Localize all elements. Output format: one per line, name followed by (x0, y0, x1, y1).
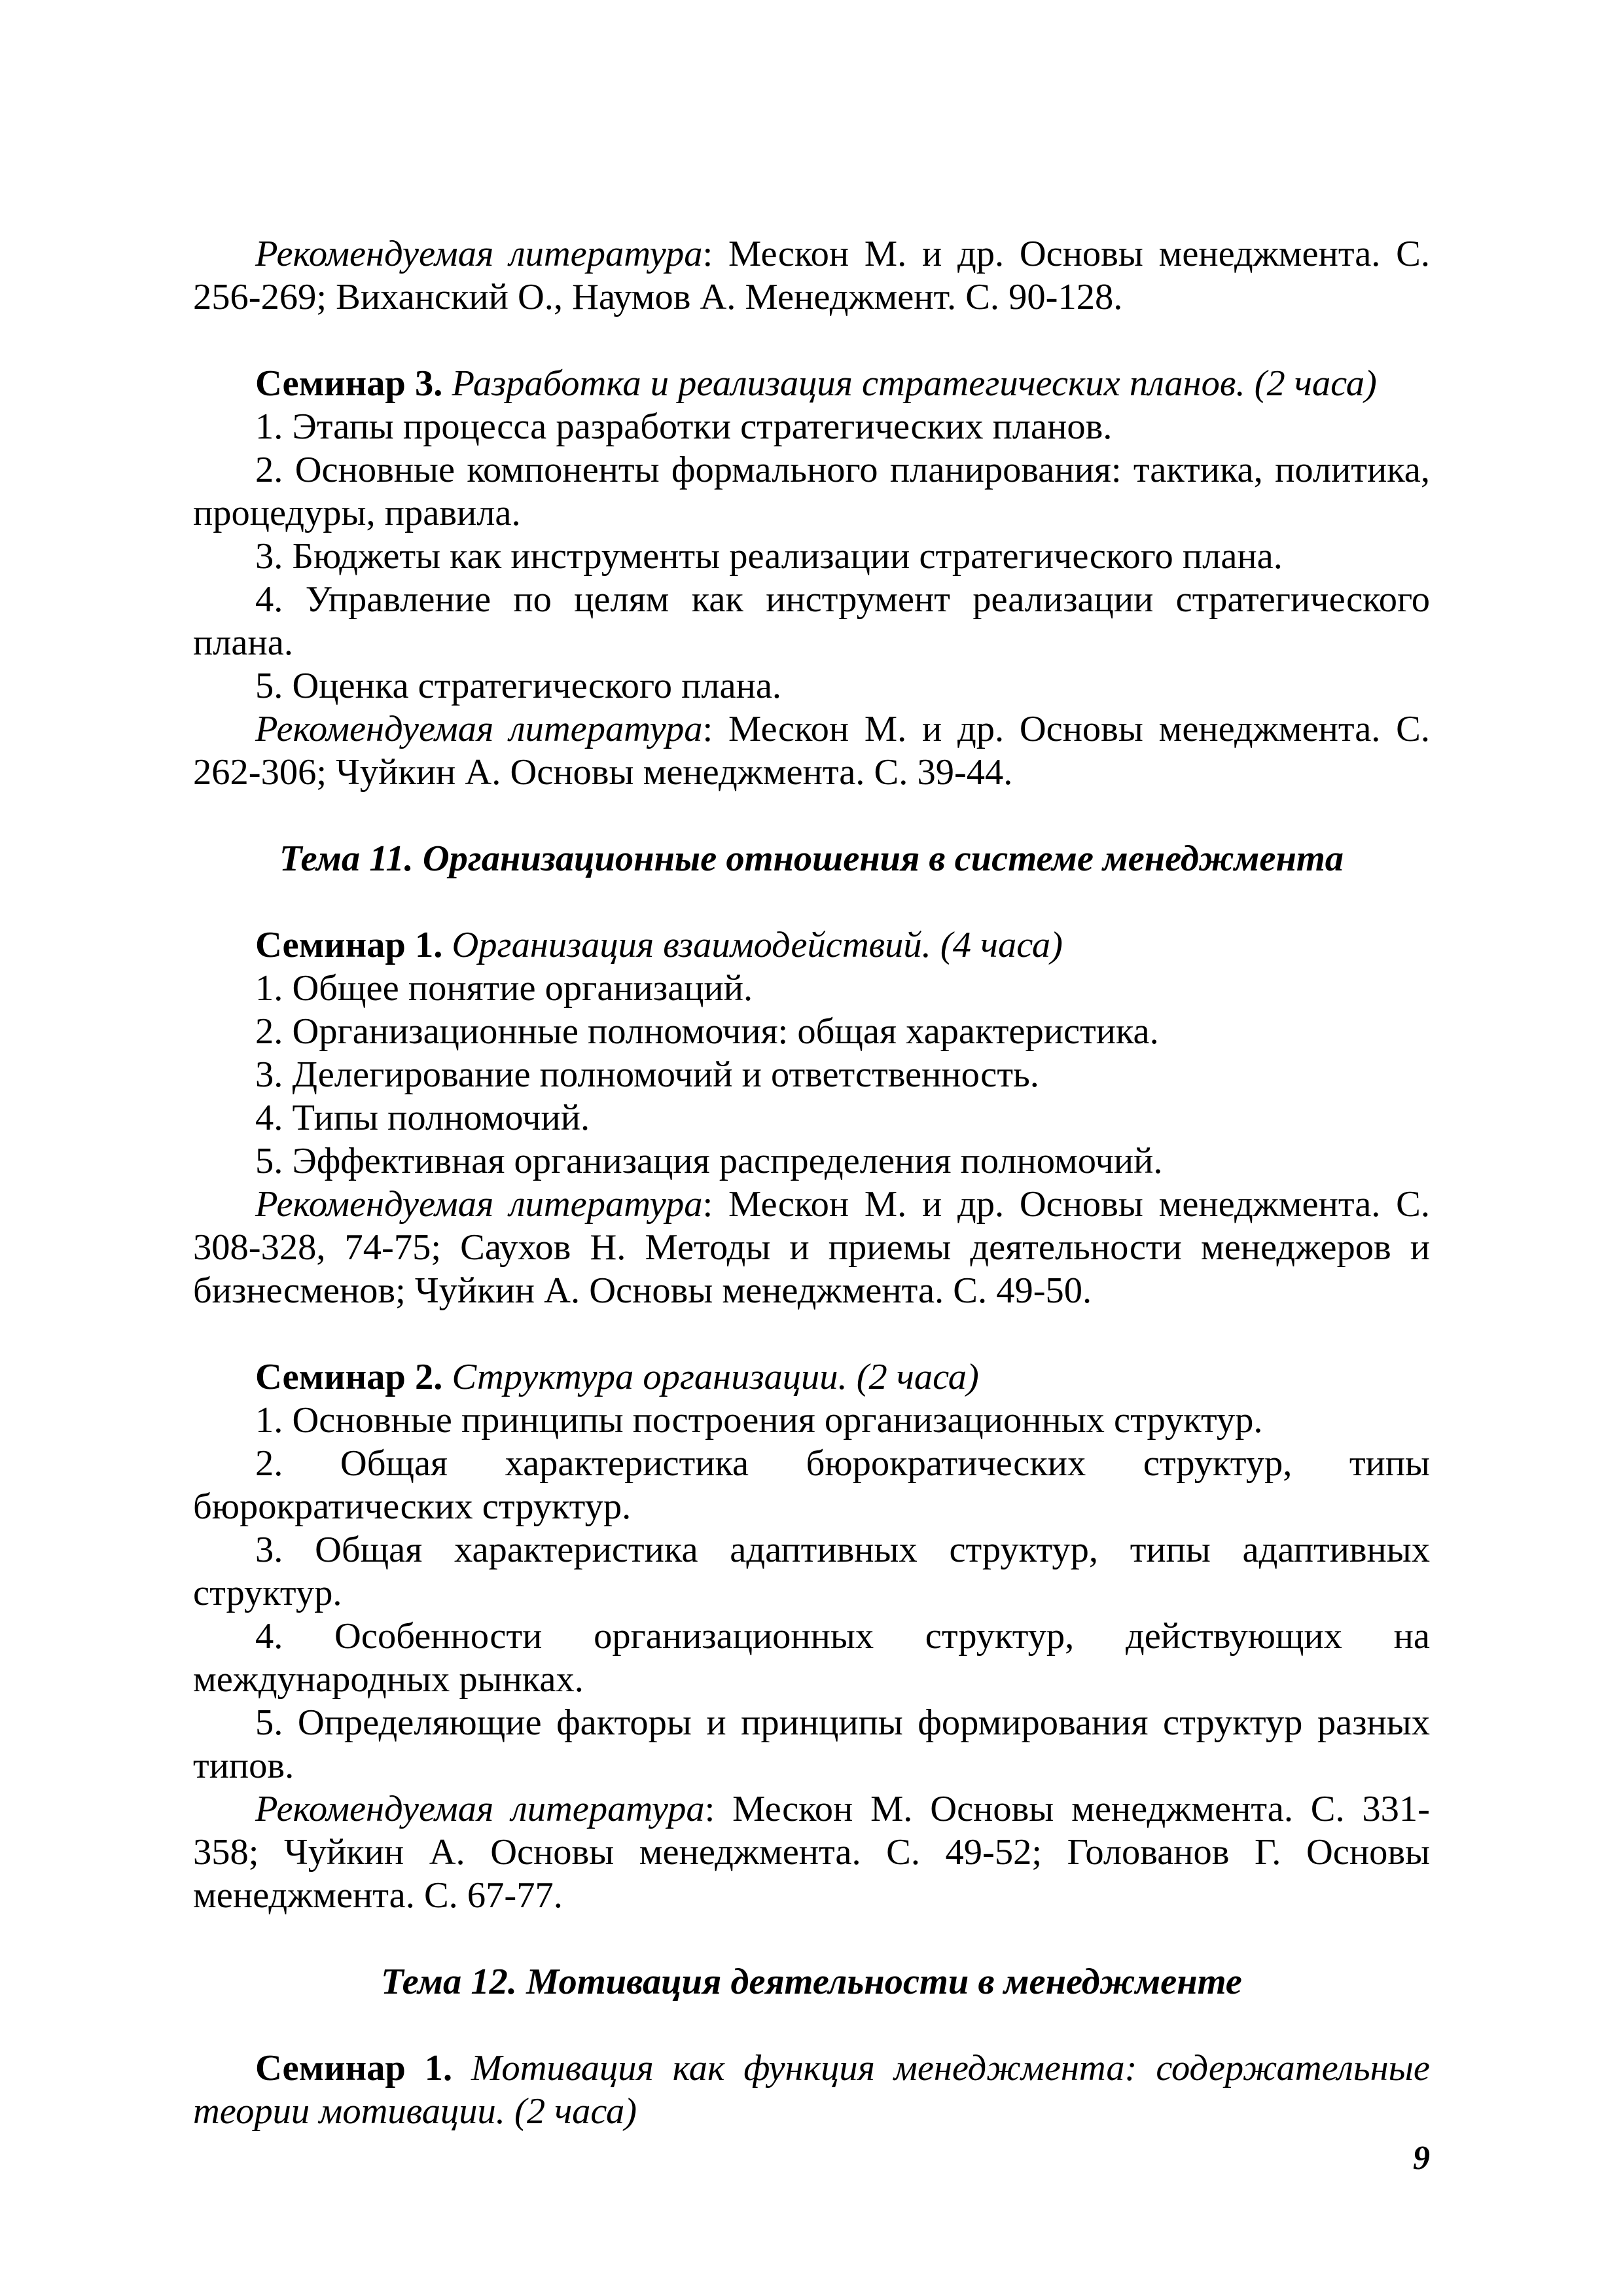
topic-heading: Тема 11. Организационные отношения в системе менеджмента (279, 838, 1344, 879)
list-item: 4. Особенности организационных структур, действующих на международных рынках. (193, 1616, 1430, 1700)
recommended-literature (193, 232, 1430, 319)
list-item: 3. Общая характеристика адаптивных структур, типы адаптивных структур. (193, 1530, 1430, 1613)
spacer (193, 1312, 1430, 1355)
seminar-label: Семинар 3. (255, 363, 443, 404)
list-item: 2. Основные компоненты формального планирования: тактика, политика, процедуры, правила. (193, 450, 1430, 533)
list-item: 5. Эффективная организация распределения полномочий. (255, 1141, 1163, 1181)
list-item: 1. Общее понятие организаций. (255, 968, 753, 1009)
topic-heading: Тема 12. Мотивация деятельности в менеджменте (381, 1962, 1242, 2002)
seminar-title (193, 1355, 1430, 1399)
list-item: 3. Делегирование полномочий и ответственность. (255, 1054, 1039, 1095)
recommended-literature (193, 1183, 1430, 1312)
literature-text: : Мескон М. и др. Основы менеджмента. С. 256-269; Виханский О., Наумов А. Менеджмент. С. 90-128. (193, 234, 1430, 317)
literature-text: : Мескон М. Основы менеджмента. С. 331-358; Чуйкин А. Основы менеджмента. С. 49-52; Голованов Г. Основы менеджмента. С. 67-77. (193, 1789, 1430, 1916)
recommended-literature (193, 1787, 1430, 1917)
document-page (193, 232, 1430, 2133)
seminar-name: Разработка и реализация стратегических планов. (2 часа) (442, 363, 1377, 404)
spacer (193, 1917, 1430, 1960)
literature-text: : Мескон М. и др. Основы менеджмента. С. 262-306; Чуйкин А. Основы менеджмента. С. 39-44. (193, 709, 1430, 793)
spacer (193, 794, 1430, 837)
seminar-name: Организация взаимодействий. (4 часа) (442, 925, 1063, 965)
list-item: 5. Оценка стратегического плана. (255, 666, 782, 706)
seminar-name: Мотивация как функция менеджмента: содержательные теории мотивации. (2 часа) (193, 2048, 1430, 2132)
page-number: 9 (1413, 2140, 1430, 2177)
list-item: 2. Организационные полномочия: общая характеристика. (255, 1011, 1159, 1052)
seminar-label: Семинар 1. (255, 925, 443, 965)
literature-label: Рекомендуемая литература (255, 1789, 705, 1829)
literature-label: Рекомендуемая литература (255, 234, 703, 274)
seminar-name: Структура организации. (2 часа) (442, 1357, 979, 1397)
literature-text: : Мескон М. и др. Основы менеджмента. С. 308-328, 74-75; Саухов Н. Методы и приемы деятельности менеджеров и бизнесменов; Чуйкин А. Основы менеджмента. С. 49-50. (193, 1184, 1430, 1311)
seminar-title (193, 924, 1430, 967)
list-item: 3. Бюджеты как инструменты реализации стратегического плана. (255, 536, 1283, 577)
list-item: 2. Общая характеристика бюрократических структур, типы бюрократических структур. (193, 1443, 1430, 1527)
literature-label: Рекомендуемая литература (255, 709, 703, 749)
list-item: 4. Типы полномочий. (255, 1098, 590, 1138)
seminar-label: Семинар 1. (255, 2048, 453, 2089)
seminar-title (193, 2047, 1430, 2133)
list-item: 5. Определяющие факторы и принципы формирования структур разных типов. (193, 1702, 1430, 1786)
seminar-title (193, 362, 1430, 405)
spacer (193, 880, 1430, 924)
spacer (193, 2003, 1430, 2047)
list-item: 1. Основные принципы построения организационных структур. (255, 1400, 1263, 1441)
recommended-literature (193, 708, 1430, 794)
literature-label: Рекомендуемая литература (255, 1184, 703, 1225)
spacer (193, 319, 1430, 362)
list-item: 1. Этапы процесса разработки стратегических планов. (255, 406, 1113, 447)
seminar-label: Семинар 2. (255, 1357, 443, 1397)
list-item: 4. Управление по целям как инструмент реализации стратегического плана. (193, 579, 1430, 663)
